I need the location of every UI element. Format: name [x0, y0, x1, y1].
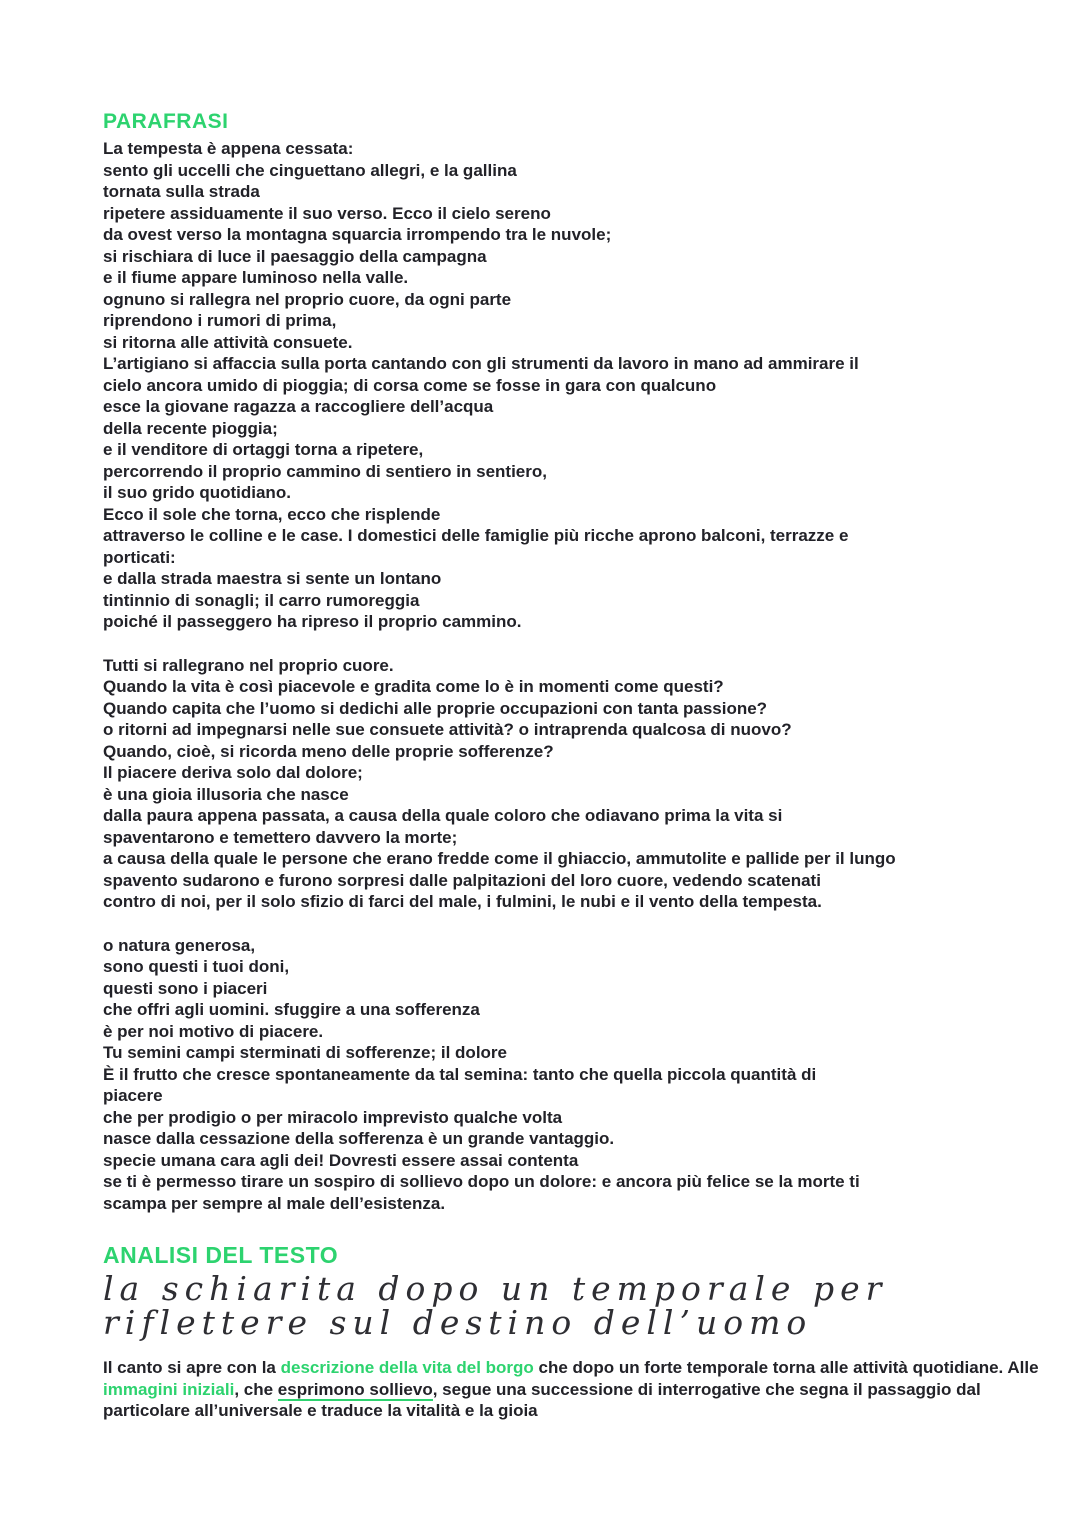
text-line: ripetere assiduamente il suo verso. Ecco il cielo sereno: [103, 203, 551, 223]
text-segment: Il canto si apre con la: [103, 1358, 281, 1377]
text-line: il suo grido quotidiano.: [103, 483, 291, 502]
text-segment: , segue una successione di interrogative che segna il passaggio dal particolare all’universale e traduce la vitalità e la gioia: [103, 1379, 981, 1420]
text-line: Tu semini campi sterminati di sofferenze; il dolore: [103, 1043, 507, 1062]
text-line: scampa per sempre al male dell’esistenza.: [103, 1193, 446, 1213]
text-line: riprendono i rumori di prima,: [103, 311, 337, 330]
text-line: cielo ancora umido di pioggia; di corsa come se fosse in gara con qualcuno: [103, 375, 717, 395]
text-line: se ti è permesso tirare un sospiro di sollievo dopo un dolore: e ancora più felice se la morte ti: [103, 1172, 860, 1191]
text-segment: che dopo un forte temporale torna alle attività quotidiane. Alle: [533, 1358, 1039, 1377]
text-line: questi sono i piaceri: [103, 978, 268, 998]
text-line: percorrendo il proprio cammino di sentiero in sentiero,: [103, 461, 547, 481]
text-line: tornata sulla strada: [103, 182, 260, 201]
parafrasi-stanza-2: [103, 655, 1052, 913]
text-line: dalla paura appena passata, a causa della quale coloro che odiavano prima la vita si: [103, 806, 783, 825]
text-line: L’artigiano si affaccia sulla porta cantando con gli strumenti da lavoro in mano ad ammirare il: [103, 354, 859, 373]
highlighted-text: esprimono sollievo: [277, 1379, 433, 1399]
text-line: spaventarono e temettero davvero la morte;: [103, 827, 458, 847]
parafrasi-stanza-1: [103, 138, 1052, 633]
text-line: Quando la vita è così piacevole e gradita come lo è in momenti come questi?: [103, 677, 724, 696]
text-line: specie umana cara agli dei! Dovresti essere assai contenta: [103, 1150, 579, 1170]
text-line: Quando capita che l’uomo si dedichi alle proprie occupazioni con tanta passione?: [103, 698, 768, 718]
highlighted-text: descrizione della vita del borgo: [280, 1358, 534, 1377]
text-line: sento gli uccelli che cinguettano allegri, e la gallina: [103, 160, 517, 180]
text-line: da ovest verso la montagna squarcia irrompendo tra le nuvole;: [103, 225, 612, 244]
text-line: attraverso le colline e le case. I domestici delle famiglie più ricche aprono balconi, terrazze e: [103, 526, 849, 545]
parafrasi-stanza-3: [103, 935, 1052, 1215]
text-line: La tempesta è appena cessata:: [103, 139, 354, 158]
text-line: a causa della quale le persone che erano fredde come il ghiaccio, ammutolite e pallide per il lungo: [103, 849, 896, 868]
highlighted-text: immagini iniziali: [103, 1379, 235, 1399]
analisi-subtitle: [103, 1269, 1052, 1342]
text-line: e dalla strada maestra si sente un lontano: [103, 569, 442, 588]
text-line: si rischiara di luce il paesaggio della campagna: [103, 246, 487, 266]
text-segment: , che: [234, 1379, 278, 1399]
text-line: è per noi motivo di piacere.: [103, 1021, 324, 1041]
text-line: piacere: [103, 1086, 163, 1105]
text-line: esce la giovane ragazza a raccogliere dell’acqua: [103, 397, 494, 416]
analisi-paragraph: [103, 1357, 1052, 1422]
text-line: contro di noi, per il solo sfizio di farci del male, i fulmini, le nubi e il vento della tempesta.: [103, 892, 822, 911]
text-line: Il piacere deriva solo dal dolore;: [103, 763, 363, 782]
text-line: Ecco il sole che torna, ecco che risplende: [103, 504, 441, 524]
analisi-section: [103, 1242, 1052, 1422]
text-line: Tutti si rallegrano nel proprio cuore.: [103, 655, 394, 675]
text-line: e il fiume appare luminoso nella valle.: [103, 268, 409, 287]
text-line: che offri agli uomini. sfuggire a una sofferenza: [103, 1000, 480, 1019]
parafrasi-heading: PARAFRASI: [103, 110, 229, 133]
text-line: della recente pioggia;: [103, 418, 278, 438]
text-line: sono questi i tuoi doni,: [103, 957, 290, 976]
text-line: nasce dalla cessazione della sofferenza è un grande vantaggio.: [103, 1129, 615, 1148]
analisi-subtitle-line-2: riflettere sul destino dell’uomo: [103, 1303, 813, 1342]
text-line: ognuno si rallegra nel proprio cuore, da ogni parte: [103, 289, 512, 309]
text-line: e il venditore di ortaggi torna a ripetere,: [103, 440, 424, 459]
text-line: poiché il passeggero ha ripreso il proprio cammino.: [103, 612, 522, 631]
text-line: Quando, cioè, si ricorda meno delle proprie sofferenze?: [103, 741, 554, 761]
analisi-subtitle-line-1: la schiarita dopo un temporale per: [103, 1269, 888, 1308]
text-line: porticati:: [103, 547, 176, 567]
text-line: È il frutto che cresce spontaneamente da tal semina: tanto che quella piccola quantità di: [103, 1064, 817, 1084]
text-line: che per prodigio o per miracolo imprevisto qualche volta: [103, 1107, 563, 1127]
text-line: o natura generosa,: [103, 935, 256, 955]
analisi-heading: ANALISI DEL TESTO: [103, 1242, 339, 1268]
text-line: si ritorna alle attività consuete.: [103, 332, 353, 352]
text-line: spavento sudarono e furono sorpresi dalle palpitazioni del loro cuore, vedendo scatenati: [103, 870, 821, 890]
text-line: è una gioia illusoria che nasce: [103, 784, 349, 804]
text-line: o ritorni ad impegnarsi nelle sue consuete attività? o intraprenda qualcosa di nuovo?: [103, 720, 792, 739]
text-line: tintinnio di sonagli; il carro rumoreggia: [103, 590, 420, 610]
